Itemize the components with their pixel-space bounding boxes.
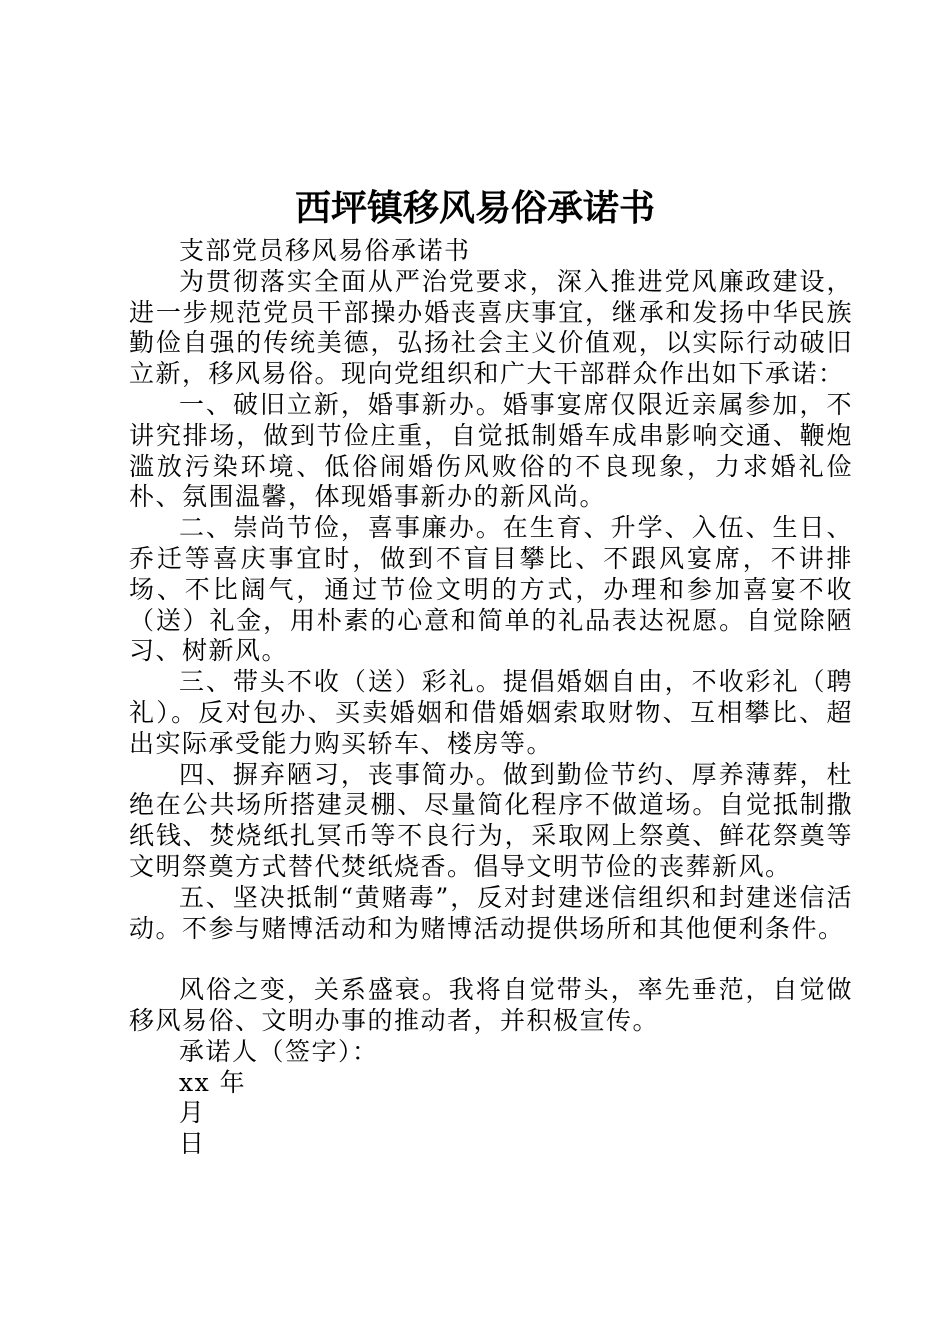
paragraph-item-2: 二、崇尚节俭，喜事廉办。在生育、升学、入伍、生日、乔迁等喜庆事宜时，做到不盲目攀比、不跟风宴席，不讲排场、不比阔气，通过节俭文明的方式，办理和参加喜宴不收（送）礼金，用朴素的心意和简单的礼品表达祝愿。自觉除陋习、树新风。 [129,513,853,666]
paragraph-closing: 风俗之变，关系盛衰。我将自觉带头，率先垂范，自觉做移风易俗、文明办事的推动者，并积极宣传。 [129,975,853,1035]
document-subtitle: 支部党员移风易俗承诺书 [179,236,471,265]
paragraph-item-3: 三、带头不收（送）彩礼。提倡婚姻自由，不收彩礼（聘礼）。反对包办、买卖婚姻和借婚姻索取财物、互相攀比、超出实际承受能力购买轿车、楼房等。 [129,667,853,758]
date-day: 日 [179,1129,206,1159]
document-title: 西坪镇移风易俗承诺书 [294,187,655,229]
blank-line [129,944,853,975]
signature-label: 承诺人（签字）： [179,1036,379,1066]
paragraph-item-4: 四、摒弃陋习，丧事简办。做到勤俭节约、厚养薄葬，杜绝在公共场所搭建灵棚、尽量简化程序不做道场。自觉抵制撒纸钱、焚烧纸扎冥币等不良行为，采取网上祭奠、鲜花祭奠等文明祭奠方式替代焚纸烧香。倡导文明节俭的丧葬新风。 [129,759,853,881]
document-body [129,236,853,1160]
date-year: xx 年 [179,1067,247,1097]
paragraph-item-5: 五、坚决抵制“黄赌毒”，反对封建迷信组织和封建迷信活动。不参与赌博活动和为赌博活动提供场所和其他便利条件。 [129,882,853,943]
paragraph-intro: 为贯彻落实全面从严治党要求，深入推进党风廉政建设，进一步规范党员干部操办婚丧喜庆事宜，继承和发扬中华民族勤俭自强的传统美德，弘扬社会主义价值观，以实际行动破旧立新，移风易俗。现向党组织和广大干部群众作出如下承诺： [129,266,853,389]
paragraph-item-1: 一、破旧立新，婚事新办。婚事宴席仅限近亲属参加，不讲究排场，做到节俭庄重，自觉抵制婚车成串影响交通、鞭炮滥放污染环境、低俗闹婚伤风败俗的不良现象，力求婚礼俭朴、氛围温馨，体现婚事新办的新风尚。 [129,389,853,512]
date-month: 月 [179,1098,206,1128]
